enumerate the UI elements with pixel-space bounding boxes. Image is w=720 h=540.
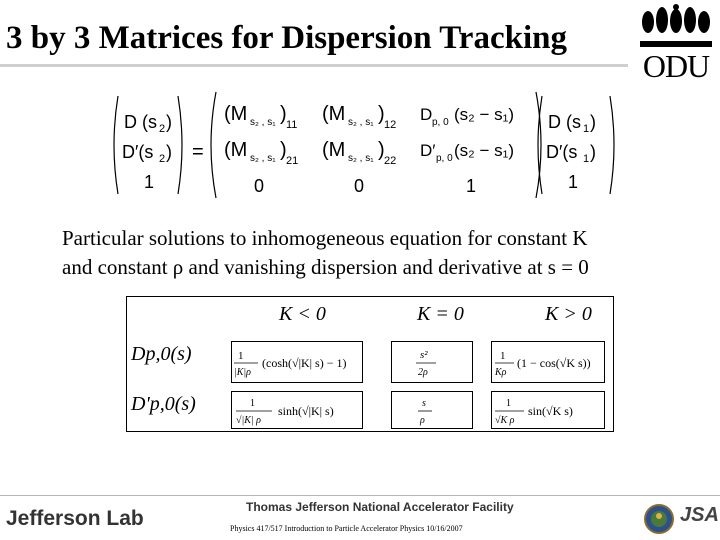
svg-text:2: 2 bbox=[159, 123, 166, 135]
paragraph-line-2: and constant ρ and vanishing dispersion and derivative at s = 0 bbox=[62, 255, 589, 279]
svg-text:11: 11 bbox=[286, 119, 298, 131]
svg-text:2ρ: 2ρ bbox=[418, 367, 428, 378]
svg-text:p, 0: p, 0 bbox=[436, 153, 453, 164]
header-k-negative: K < 0 bbox=[279, 303, 326, 325]
svg-text:(cosh(√|K| s) − 1): (cosh(√|K| s) − 1) bbox=[262, 356, 347, 370]
svg-text:21: 21 bbox=[286, 155, 299, 167]
header-k-positive: K > 0 bbox=[545, 303, 592, 325]
svg-text:s²: s² bbox=[420, 349, 428, 361]
svg-text:1: 1 bbox=[500, 350, 506, 362]
svg-text:1: 1 bbox=[238, 350, 244, 362]
svg-text:D′(s: D′(s bbox=[122, 142, 154, 162]
svg-text:D′: D′ bbox=[420, 141, 436, 160]
svg-text:D (s: D (s bbox=[124, 112, 157, 132]
svg-text:(M: (M bbox=[322, 139, 346, 161]
svg-text:Kρ: Kρ bbox=[495, 367, 507, 378]
svg-text:): ) bbox=[166, 112, 172, 132]
svg-text:s₂ , s₁: s₂ , s₁ bbox=[348, 117, 374, 128]
svg-text:s₂ , s₁: s₂ , s₁ bbox=[250, 117, 276, 128]
svg-text:0: 0 bbox=[254, 176, 265, 196]
svg-text:sin(√K s): sin(√K s) bbox=[528, 404, 573, 418]
formula-ddp-k-zero bbox=[391, 391, 473, 429]
logo-bar bbox=[640, 41, 712, 47]
footer-rule bbox=[0, 495, 720, 496]
row-label-dispersion: Dp,0(s) bbox=[131, 343, 192, 365]
formula-ddp-k-positive bbox=[491, 391, 605, 429]
svg-text:1: 1 bbox=[466, 176, 477, 196]
slide-title: 3 by 3 Matrices for Dispersion Tracking bbox=[6, 20, 567, 56]
svg-text:D: D bbox=[420, 105, 433, 124]
svg-text:): ) bbox=[280, 139, 287, 161]
svg-text:s: s bbox=[422, 398, 426, 409]
svg-text:12: 12 bbox=[384, 119, 397, 131]
svg-text:|K|ρ: |K|ρ bbox=[234, 367, 251, 378]
svg-text:): ) bbox=[280, 103, 287, 125]
paragraph-line-1: Particular solutions to inhomogeneous equation for constant K bbox=[62, 226, 588, 250]
formula-ddp-k-negative bbox=[231, 391, 363, 429]
formula-dp-k-zero bbox=[391, 341, 473, 383]
odu-logo bbox=[636, 4, 716, 84]
svg-text:): ) bbox=[166, 142, 172, 162]
svg-text:1: 1 bbox=[506, 398, 511, 409]
svg-text:√K ρ: √K ρ bbox=[495, 415, 515, 426]
svg-text:(M: (M bbox=[224, 103, 248, 125]
svg-text:(M: (M bbox=[322, 103, 346, 125]
svg-text:0: 0 bbox=[354, 176, 365, 196]
svg-text:D (s: D (s bbox=[548, 112, 581, 132]
svg-text:D′(s: D′(s bbox=[546, 142, 578, 162]
svg-text:(1 − cos(√K s)): (1 − cos(√K s)) bbox=[517, 356, 591, 370]
svg-text:1: 1 bbox=[583, 153, 590, 165]
odu-logo-text: ODU bbox=[642, 48, 710, 84]
svg-text:): ) bbox=[590, 142, 596, 162]
formula-dp-k-positive bbox=[491, 341, 605, 383]
title-rule bbox=[0, 64, 628, 67]
svg-text:): ) bbox=[378, 139, 385, 161]
svg-text:(s₂ − s₁): (s₂ − s₁) bbox=[454, 105, 515, 124]
svg-text:s₂ , s₁: s₂ , s₁ bbox=[348, 153, 374, 164]
header-k-zero: K = 0 bbox=[417, 303, 464, 325]
solutions-table bbox=[126, 296, 614, 432]
description-paragraph bbox=[62, 224, 589, 282]
doe-seal-icon bbox=[644, 504, 674, 534]
svg-text:√|K| ρ: √|K| ρ bbox=[236, 415, 261, 426]
svg-text:1: 1 bbox=[583, 123, 590, 135]
facility-name: Thomas Jefferson National Accelerator Facility bbox=[246, 500, 514, 514]
svg-text:22: 22 bbox=[384, 155, 397, 167]
svg-text:1: 1 bbox=[250, 398, 255, 409]
svg-text:p, 0: p, 0 bbox=[432, 117, 449, 128]
jsa-logo: JSA bbox=[680, 504, 719, 526]
svg-text:): ) bbox=[590, 112, 596, 132]
svg-text:sinh(√|K| s): sinh(√|K| s) bbox=[278, 404, 334, 418]
jefferson-lab-logo: Jefferson Lab bbox=[6, 507, 144, 530]
svg-text:1: 1 bbox=[144, 172, 155, 192]
svg-text:s₂ , s₁: s₂ , s₁ bbox=[250, 153, 276, 164]
row-label-dispersion-derivative: D'p,0(s) bbox=[131, 393, 196, 415]
svg-text:=: = bbox=[192, 141, 204, 163]
svg-text:): ) bbox=[378, 103, 385, 125]
svg-text:1: 1 bbox=[568, 172, 579, 192]
svg-text:(M: (M bbox=[224, 139, 248, 161]
crown-icon bbox=[640, 4, 712, 38]
svg-text:2: 2 bbox=[159, 153, 166, 165]
course-footnote: Physics 417/517 Introduction to Particle Accelerator Physics 10/16/2007 bbox=[230, 524, 463, 533]
svg-text:(s₂ − s₁): (s₂ − s₁) bbox=[454, 141, 515, 160]
formula-dp-k-negative bbox=[231, 341, 363, 383]
matrix-equation bbox=[108, 90, 618, 200]
svg-text:ρ: ρ bbox=[420, 415, 425, 426]
